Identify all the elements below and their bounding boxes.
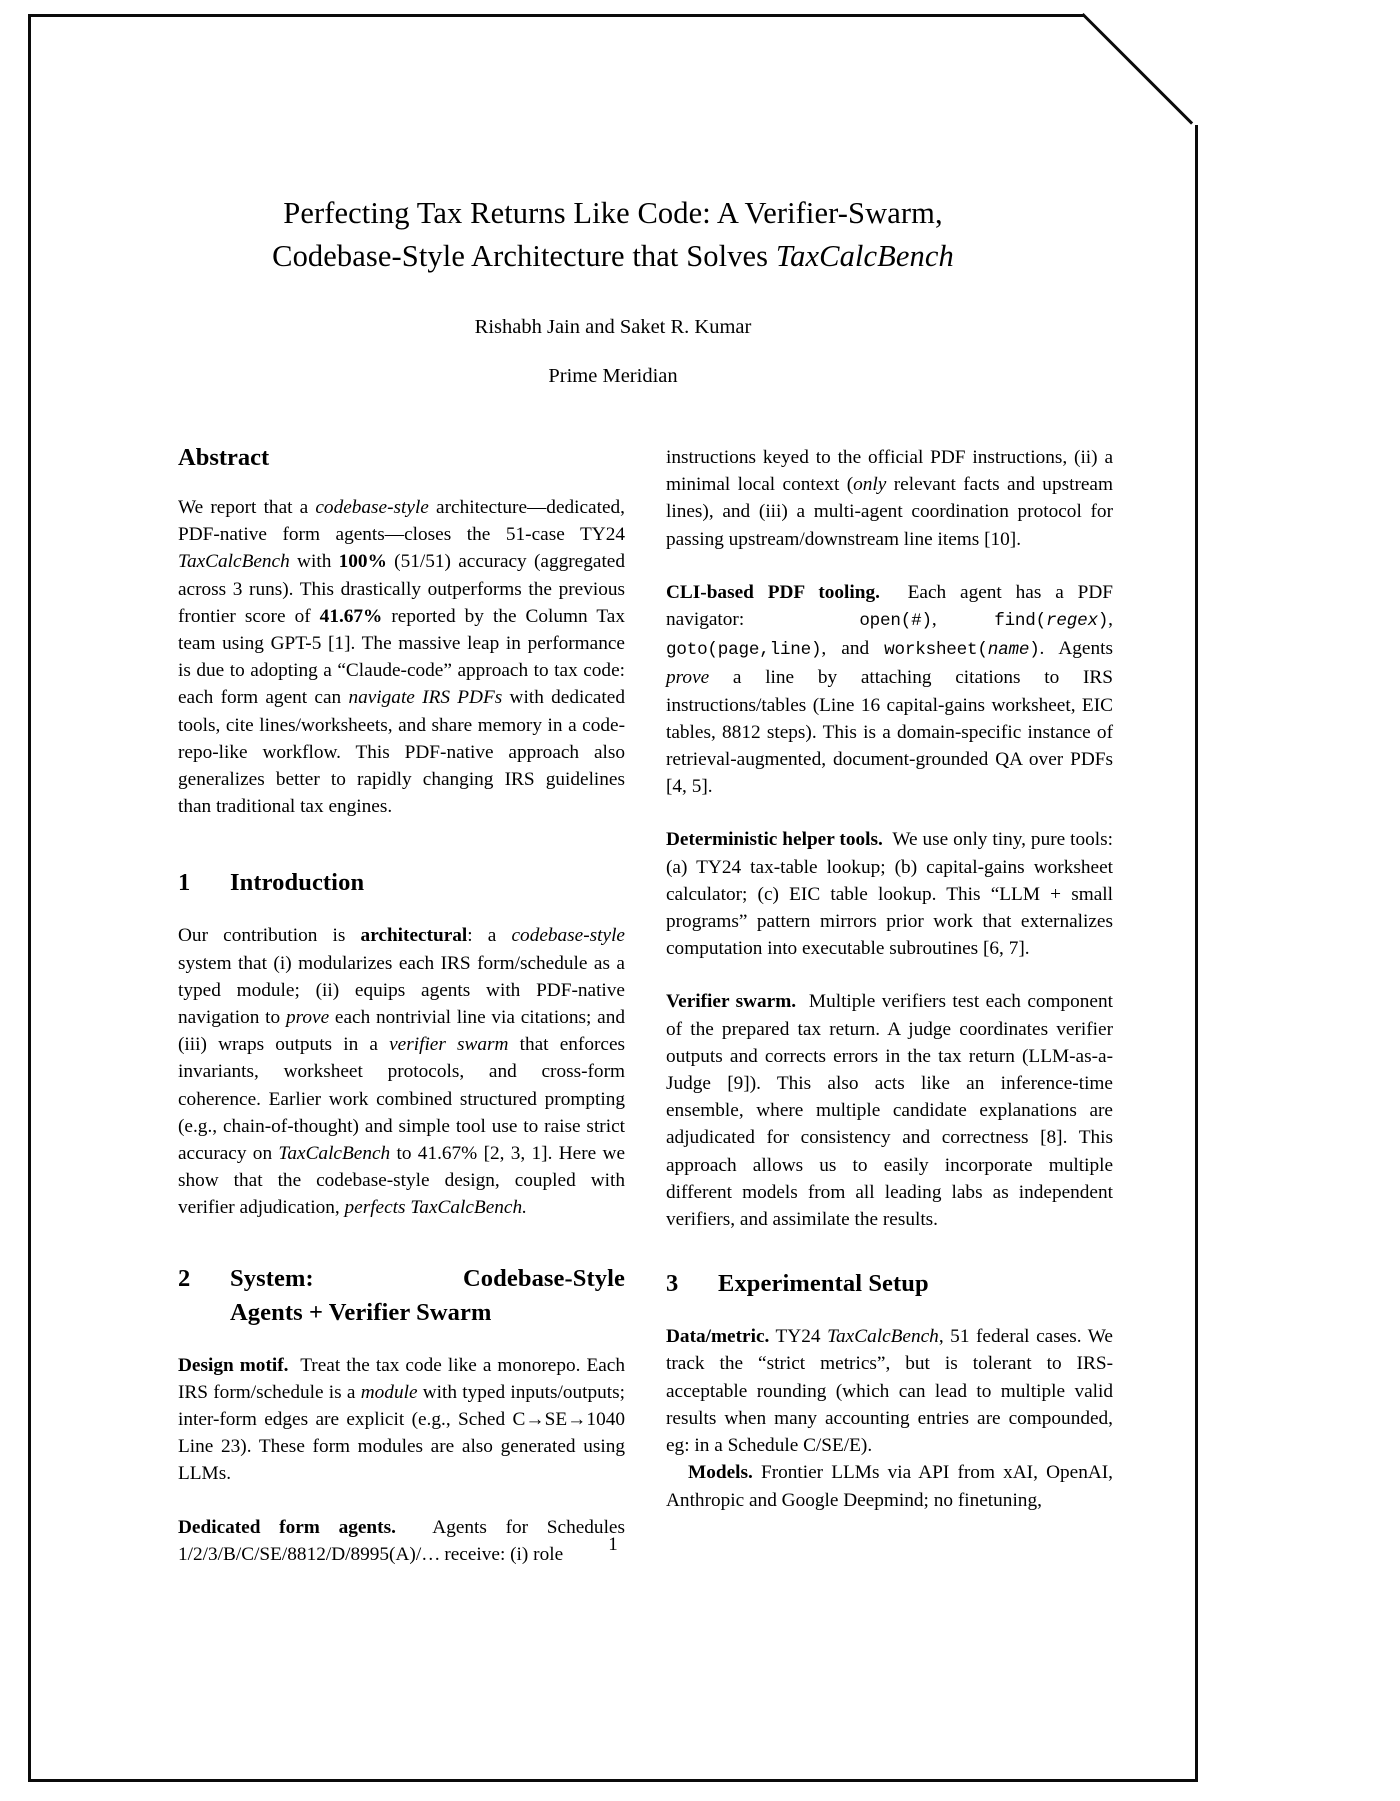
section-title-system-line-1: System: Codebase-Style (230, 1264, 625, 1292)
affiliation: Prime Meridian (548, 365, 678, 387)
paper-content (28, 14, 1198, 1782)
section-number-3: 3 (666, 1270, 679, 1298)
verifier-swarm-paragraph: Verifier swarm. Multiple verifiers test each component of the prepared tax return. A judge coordinates verifier outputs and corrects errors in the tax return (LLM-as-a-Judge [9]). This also acts like an inference-time ensemble, where multiple candidate explanations are adjudicated for consistency and correctness [8]. This approach allows us to easily incorporate multiple different models from all leading labs as independent verifiers, and assimilate the results. (666, 991, 1113, 1231)
paper-title-benchmark-name: TaxCalcBench (775, 239, 954, 273)
tool-worksheet: worksheet(name) (884, 640, 1040, 661)
section-number-2: 2 (178, 1264, 191, 1292)
design-motif-label: Design motif. (178, 1354, 289, 1376)
tool-open: open(#) (859, 611, 932, 632)
section-number-1: 1 (178, 869, 191, 897)
page-number: 1 (608, 1534, 618, 1555)
section-title-system-line-2: Agents + Verifier Swarm (230, 1298, 492, 1326)
paper-page-sheet (28, 14, 1198, 1782)
tool-find: find(regex) (994, 611, 1109, 632)
author-list: Rishabh Jain and Saket R. Kumar (474, 316, 752, 338)
deterministic-tools-label: Deterministic helper tools. (666, 829, 883, 851)
paper-title-line-2-text: Codebase-Style Architecture that Solves (272, 239, 776, 273)
cli-tooling-label: CLI-based PDF tooling. (666, 581, 880, 603)
dedicated-form-agents-label: Dedicated form agents. (178, 1516, 396, 1538)
paper-title-line-1: Perfecting Tax Returns Like Code: A Verifier-Swarm, (283, 196, 943, 230)
verifier-swarm-label: Verifier swarm. (666, 991, 797, 1013)
title-block (28, 192, 1198, 388)
section-heading-system (178, 1262, 625, 1330)
paper-title-line-2 (28, 235, 1198, 278)
section-heading-introduction (178, 866, 625, 900)
section-heading-experimental-setup (666, 1267, 1113, 1301)
abstract-heading: Abstract (178, 444, 270, 471)
data-metric-label: Data/metric. (666, 1326, 770, 1348)
cli-tooling-paragraph: CLI-based PDF tooling. Each agent has a PDF navigator: open(#), find(regex), goto(page,line), and worksheet(name). Agents prove a line by attaching citations to IRS instructions/tables (Line 16 capital-gains worksheet, EIC tables, 8812 steps). This is a domain-specific instance of retrieval-augmented, document-grounded QA over PDFs [4, 5]. (666, 581, 1113, 798)
dedicated-form-agents-continued: instructions keyed to the official PDF instructions, (ii) a minimal local context (only relevant facts and upstream lines), and (iii) a multi-agent coordination protocol for passing upstream/downstream line items [10]. (666, 447, 1113, 550)
section-title-experimental-setup: Experimental Setup (718, 1270, 929, 1298)
dedicated-form-agents-paragraph: Dedicated form agents. Agents for Schedules 1/2/3/B/C/SE/8812/D/8995(A)/… receive: (i) role (178, 1516, 625, 1565)
introduction-paragraph: Our contribution is architectural: a codebase-style system that (i) modularizes each IRS form/schedule as a typed module; (ii) equips agents with PDF-native navigation to prove each nontrivial line via citations; and (iii) wraps outputs in a verifier swarm that enforces invariants, worksheet protocols, and cross-form coherence. Earlier work combined structured prompting (e.g., chain-of-thought) and simple tool use to raise strict accuracy on TaxCalcBench to 41.67% [2, 3, 1]. Here we show that the codebase-style design, coupled with verifier adjudication, perfects TaxCalcBench. (178, 925, 626, 1219)
models-paragraph: Models. Frontier LLMs via API from xAI, OpenAI, Anthropic and Google Deepmind; no finetuning, (666, 1462, 1113, 1511)
deterministic-tools-paragraph: Deterministic helper tools. We use only tiny, pure tools: (a) TY24 tax-table lookup; (b) capital-gains worksheet calculator; (c) EIC table lookup. This “LLM + small programs” pattern mirrors prior work that externalizes computation into executable subroutines [6, 7]. (666, 829, 1113, 960)
design-motif-paragraph: Design motif. Treat the tax code like a monorepo. Each IRS form/schedule is a module with typed inputs/outputs; inter-form edges are explicit (e.g., Sched C→SE→1040 Line 23). These form modules are also generated using LLMs. (178, 1354, 626, 1485)
left-column (178, 444, 625, 1568)
paper-title (28, 192, 1198, 278)
section-title-system-indent (178, 1296, 230, 1330)
models-label: Models. (688, 1462, 753, 1484)
data-metric-paragraph: Data/metric. TY24 TaxCalcBench, 51 federal cases. We track the “strict metrics”, but is tolerant to IRS-acceptable rounding (which can lead to multiple valid results when many accounting entries are compounded, eg: in a Schedule C/SE/E). (666, 1326, 1113, 1457)
right-column (666, 444, 1113, 1514)
tool-goto: goto(page,line) (666, 640, 822, 661)
two-column-body (178, 444, 1113, 1565)
abstract-paragraph: We report that a codebase-style architecture—dedicated, PDF-native form agents—closes the 51-case TY24 TaxCalcBench with 100% (51/51) accuracy (aggregated across 3 runs). This drastically outperforms the previous frontier score of 41.67% reported by the Column Tax team using GPT-5 [1]. The massive leap in performance is due to adopting a “Claude-code” approach to tax code: each form agent can navigate IRS PDFs with dedicated tools, cite lines/worksheets, and share memory in a code-repo-like workflow. This PDF-native approach also generalizes better to rapidly changing IRS guidelines than traditional tax engines. (178, 497, 626, 818)
section-title-introduction: Introduction (230, 869, 365, 897)
